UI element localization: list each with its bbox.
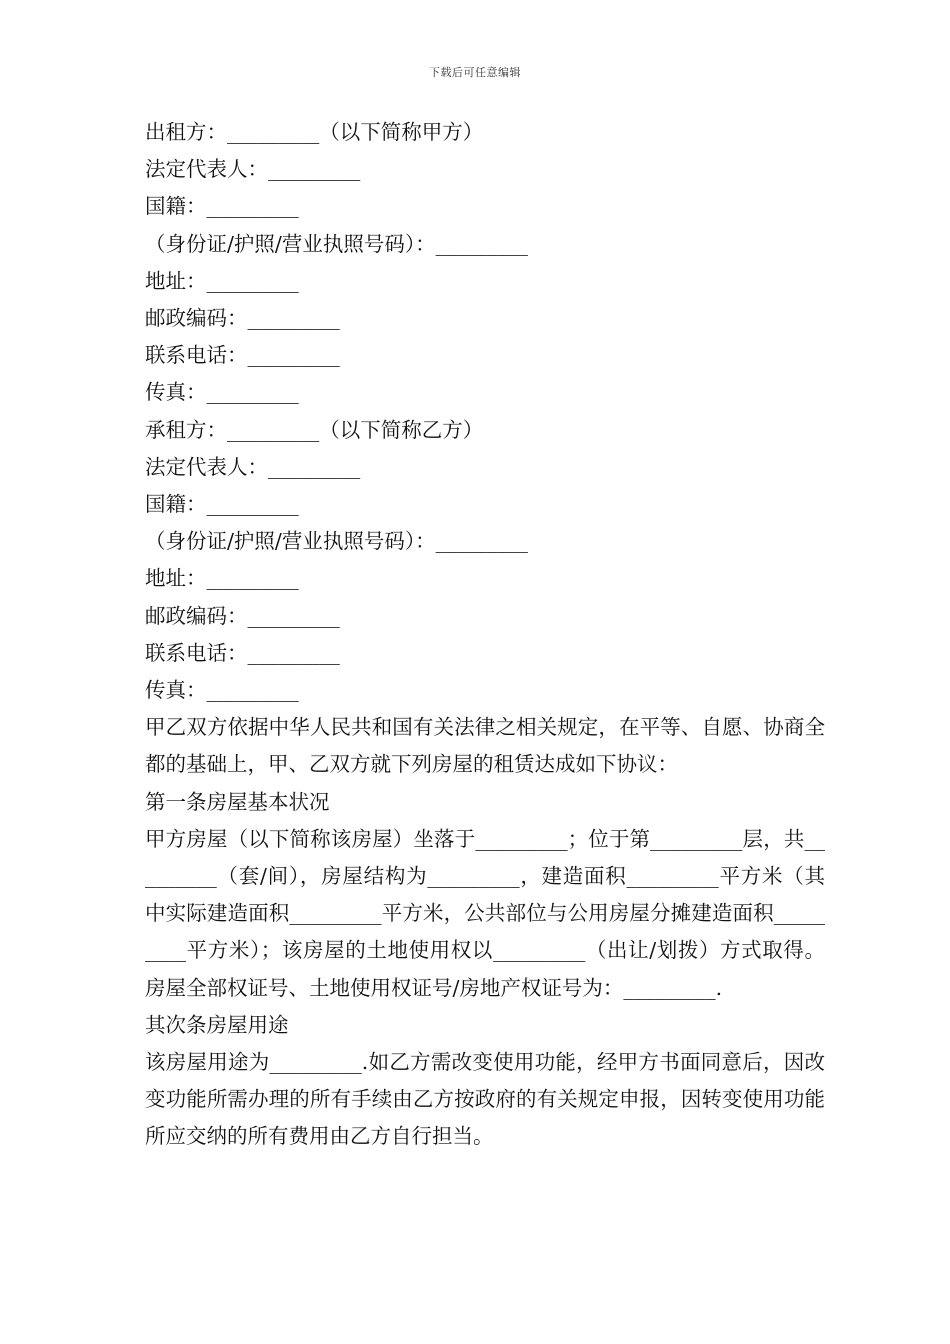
intro-paragraph: 甲乙双方依据中华人民共和国有关法律之相关规定，在平等、自愿、协商全都的基础上，甲、乙双方就下列房屋的租赁达成如下协议： — [145, 715, 825, 777]
article-2-body: 该房屋用途为_________.如乙方需改变使用功能，经甲方书面同意后，因改变功能所需办理的所有手续由乙方按政府的有关规定申报，因转变使用功能所应交纳的所有费用由乙方自行担当。 — [145, 1050, 825, 1149]
lessee-fax-line: 传真：_________ — [145, 678, 299, 703]
lessor-postcode-line: 邮政编码：_________ — [145, 306, 340, 331]
lessee-name-line: 承租方：_________（以下简称乙方） — [145, 417, 484, 442]
lessee-id-line: （身份证/护照/营业执照号码）：_________ — [145, 529, 528, 554]
article-1-title: 第一条房屋基本状况 — [145, 789, 330, 814]
lessee-representative-line: 法定代表人：_________ — [145, 454, 361, 479]
article-2-title: 其次条房屋用途 — [145, 1012, 289, 1037]
lessor-representative-line: 法定代表人：_________ — [145, 157, 361, 182]
lessee-address-line: 地址：_________ — [145, 566, 299, 591]
article-1-body: 甲方房屋（以下简称该房屋）坐落于_________；位于第_________层，共_________（套/间），房屋结构为_________，建造面积_________平方米（其中实际建造面积_________平方米，公共部位与公用房屋分摊建造面积_________平方米）；该房屋的土地使用权以_________（出让/划拨）方式取得。房屋全部权证号、土地使用权证号/房地产权证号为：_________. — [145, 826, 825, 1000]
contract-body — [145, 114, 825, 1156]
lessee-phone-line: 联系电话：_________ — [145, 640, 340, 665]
header-note: 下载后可任意编辑 — [429, 66, 521, 79]
lessor-name-line: 出租方：_________（以下简称甲方） — [145, 120, 484, 144]
lessor-phone-line: 联系电话：_________ — [145, 343, 340, 368]
lessor-fax-line: 传真：_________ — [145, 380, 299, 405]
lessee-nationality-line: 国籍：_________ — [145, 492, 299, 517]
lessor-nationality-line: 国籍：_________ — [145, 194, 299, 219]
lessor-address-line: 地址：_________ — [145, 268, 299, 293]
lessee-postcode-line: 邮政编码：_________ — [145, 603, 340, 628]
lessor-id-line: （身份证/护照/营业执照号码）：_________ — [145, 231, 528, 256]
